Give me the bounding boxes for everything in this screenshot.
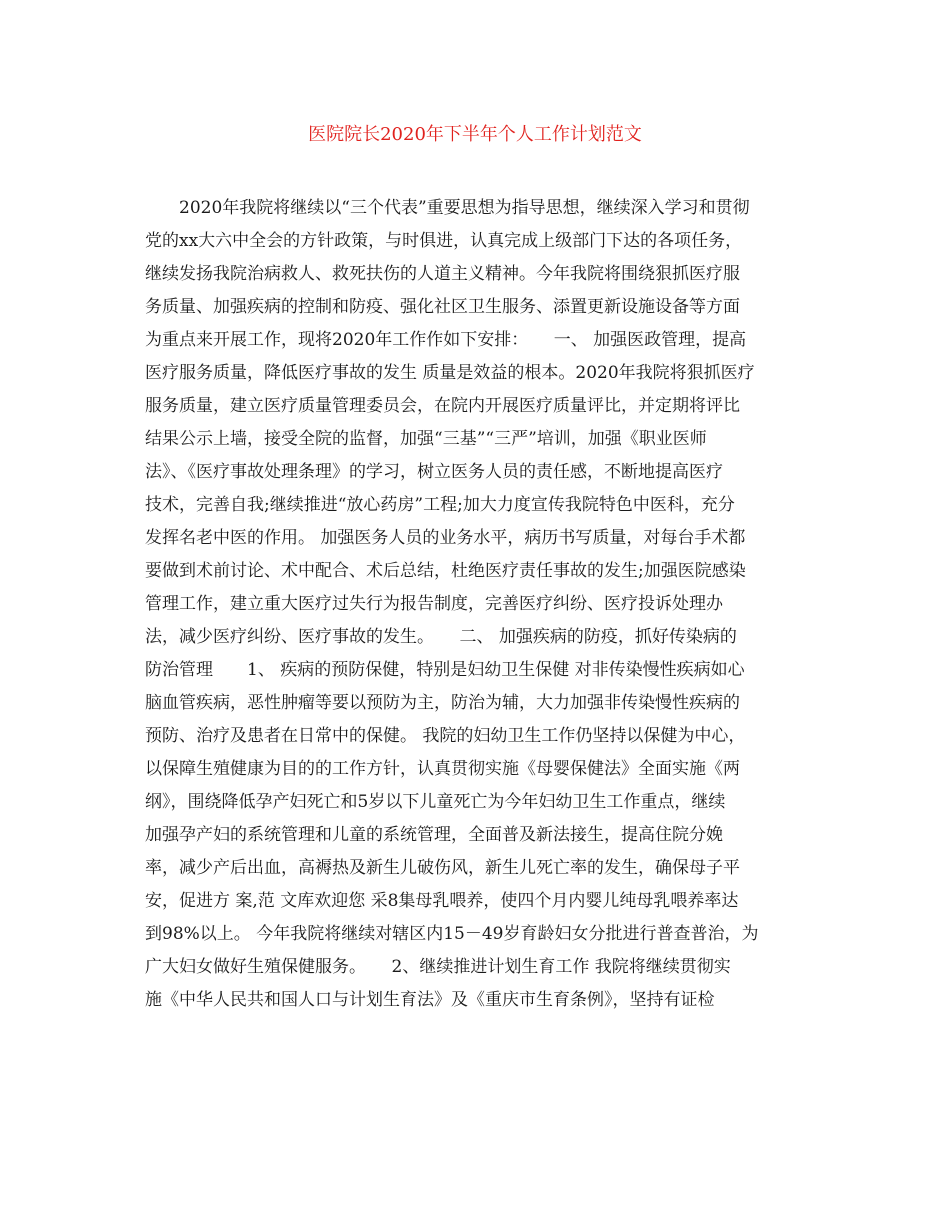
body-line: 率，减少产后出血，高褥热及新生儿破伤风，新生儿死亡率的发生，确保母子平	[145, 858, 740, 878]
body-line: 继续发扬我院治病救人、救死扶伤的人道主义精神。今年我院将围绕狠抓医疗服	[145, 264, 740, 284]
body-line: 法》、《医疗事故处理条理》的学习，树立医务人员的责任感，不断地提高医疗	[145, 462, 723, 482]
body-line: 务质量、加强疾病的控制和防疫、强化社区卫生服务、添置更新设施设备等方面	[145, 297, 740, 317]
body-line: 为重点来开展工作，现将2020年工作作如下安排： 一、 加强医政管理，提高	[145, 330, 747, 350]
body-line: 医疗服务质量，降低医疗事故的发生 质量是效益的根本。2020年我院将狠抓医疗	[145, 363, 755, 383]
body-line: 2020年我院将继续以“三个代表”重要思想为指导思想，继续深入学习和贯彻	[145, 198, 750, 218]
body-line: 发挥名老中医的作用。 加强医务人员的业务水平，病历书写质量，对每台手术都	[145, 528, 746, 548]
body-line: 到98%以上。 今年我院将继续对辖区内15－49岁育龄妇女分批进行普查普治，为	[145, 924, 759, 944]
body-line: 安，促进方 案,范 文库欢迎您 采8集母乳喂养，使四个月内婴儿纯母乳喂养率达	[145, 891, 739, 911]
body-line: 施《中华人民共和国人口与计划生育法》及《重庆市生育条例》，坚持有证检	[145, 990, 715, 1010]
body-line: 以保障生殖健康为目的的工作方针，认真贯彻实施《母婴保健法》全面实施《两	[145, 759, 740, 779]
document-body	[145, 192, 810, 1017]
body-line: 结果公示上墙，接受全院的监督，加强“三基”“三严”培训，加强《职业医师	[145, 429, 707, 449]
body-line: 法，减少医疗纠纷、医疗事故的发生。 二、 加强疾病的防疫，抓好传染病的	[145, 627, 737, 647]
body-line: 管理工作，建立重大医疗过失行为报告制度，完善医疗纠纷、医疗投诉处理办	[145, 594, 723, 614]
body-line: 服务质量，建立医疗质量管理委员会，在院内开展医疗质量评比，并定期将评比	[145, 396, 740, 416]
body-line: 脑血管疾病，恶性肿瘤等要以预防为主，防治为辅，大力加强非传染慢性疾病的	[145, 693, 740, 713]
body-line: 党的xx大六中全会的方针政策，与时俱进，认真完成上级部门下达的各项任务，	[145, 231, 743, 251]
body-line: 纲》，围绕降低孕产妇死亡和5岁以下儿童死亡为今年妇幼卫生工作重点，继续	[145, 792, 726, 812]
document-title: 医院院长2020年下半年个人工作计划范文	[308, 124, 642, 145]
body-line: 加强孕产妇的系统管理和儿童的系统管理，全面普及新法接生，提高住院分娩	[145, 825, 723, 845]
body-line: 广大妇女做好生殖保健服务。 2、继续推进计划生育工作 我院将继续贯彻实	[145, 957, 731, 977]
body-line: 预防、治疗及患者在日常中的保健。 我院的妇幼卫生工作仍坚持以保健为中心，	[145, 726, 746, 746]
body-line: 技术，完善自我;继续推进“放心药房”工程;加大力度宣传我院特色中医科，充分	[145, 495, 735, 515]
body-line: 要做到术前讨论、术中配合、术后总结，杜绝医疗责任事故的发生;加强医院感染	[145, 561, 746, 581]
body-line: 防治管理 1、 疾病的预防保健，特别是妇幼卫生保健 对非传染慢性疾病如心	[145, 660, 745, 680]
